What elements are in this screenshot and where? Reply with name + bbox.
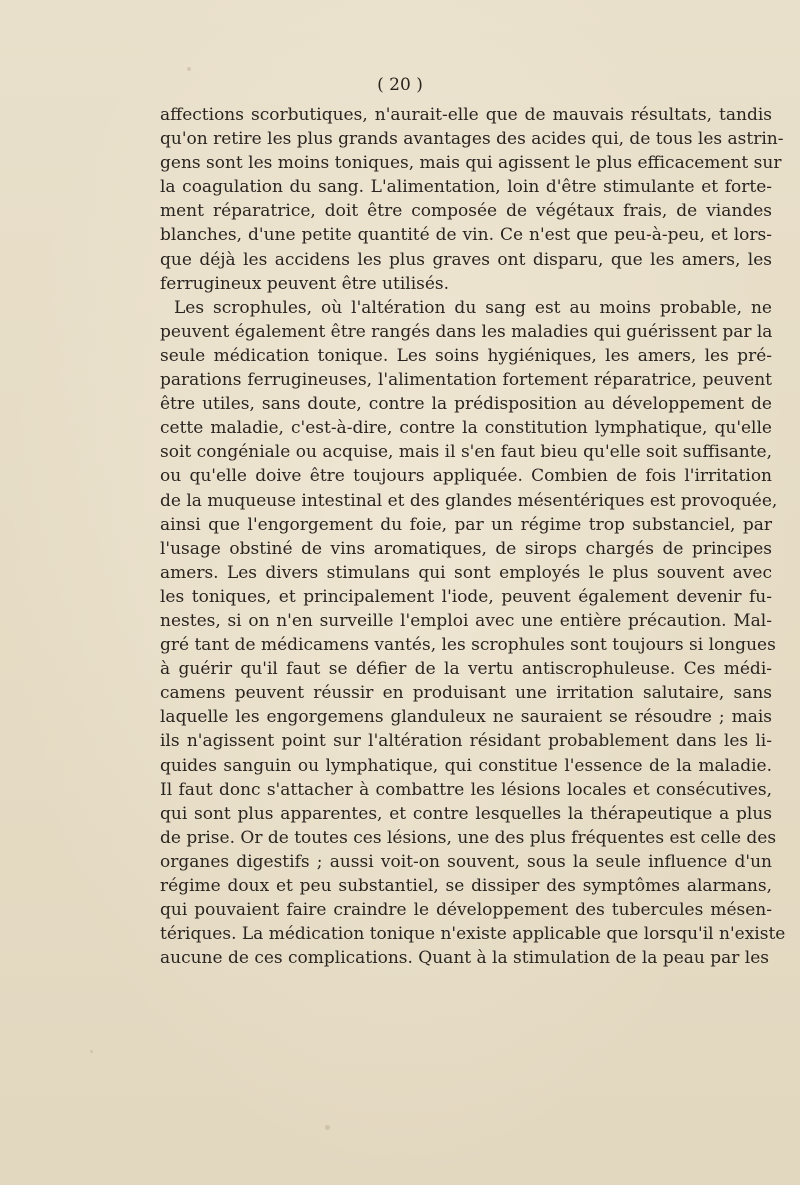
text-line: les toniques, et principalement l'iode, peuvent également devenir fu- [160, 586, 772, 607]
page-number: ( 20 ) [377, 75, 423, 95]
text-line: être utiles, sans doute, contre la prédisposition au développement de [160, 394, 772, 415]
text-line: Il faut donc s'attacher à combattre les lésions locales et consécutives, [160, 779, 772, 800]
text-line: qui sont plus apparentes, et contre lesquelles la thérapeutique a plus [160, 803, 772, 824]
text-line: nestes, si on n'en surveille l'emploi avec une entière précaution. Mal- [160, 610, 772, 631]
text-line: laquelle les engorgemens glanduleux ne sauraient se résoudre ; mais [160, 707, 772, 728]
body-text [160, 103, 786, 970]
text-line: amers. Les divers stimulans qui sont employés le plus souvent avec [160, 562, 772, 583]
text-line: tériques. La médication tonique n'existe applicable que lorsqu'il n'existe [160, 924, 786, 945]
text-line: l'usage obstiné de vins aromatiques, de sirops chargés de principes [160, 538, 772, 559]
text-line: ainsi que l'engorgement du foie, par un régime trop substanciel, par [160, 514, 772, 535]
text-line: Les scrophules, où l'altération du sang est au moins probable, ne [174, 297, 772, 318]
text-line: que déjà les accidens les plus graves ont disparu, que les amers, les [160, 249, 772, 270]
text-line: camens peuvent réussir en produisant une irritation salutaire, sans [160, 683, 772, 704]
text-line: seule médication tonique. Les soins hygiéniques, les amers, les pré- [160, 345, 772, 366]
paper-spot [325, 1125, 330, 1130]
text-line: qui pouvaient faire craindre le développement des tubercules mésen- [160, 900, 772, 921]
text-line: ou qu'elle doive être toujours appliquée. Combien de fois l'irritation [160, 466, 772, 487]
text-line: ils n'agissent point sur l'altération résidant probablement dans les li- [160, 731, 772, 752]
text-line: organes digestifs ; aussi voit-on souvent, sous la seule influence d'un [160, 851, 772, 872]
paper-spot [90, 1050, 93, 1053]
text-line: cette maladie, c'est-à-dire, contre la constitution lymphatique, qu'elle [160, 418, 772, 439]
text-line: peuvent également être rangés dans les maladies qui guérissent par la [160, 321, 773, 342]
text-line: ferrugineux peuvent être utilisés. [160, 273, 450, 294]
text-line: de prise. Or de toutes ces lésions, une des plus fréquentes est celle des [160, 827, 777, 848]
text-line: soit congéniale ou acquise, mais il s'en faut bieu qu'elle soit suffisante, [160, 442, 772, 463]
text-line: qu'on retire les plus grands avantages des acides qui, de tous les astrin- [160, 129, 784, 150]
text-line: parations ferrugineuses, l'alimentation fortement réparatrice, peuvent [160, 370, 772, 391]
text-line: de la muqueuse intestinal et des glandes mésentériques est provoquée, [160, 490, 778, 511]
text-line: la coagulation du sang. L'alimentation, loin d'être stimulante et forte- [160, 177, 772, 198]
text-line: à guérir qu'il faut se défier de la vertu antiscrophuleuse. Ces médi- [160, 659, 772, 680]
text-line: aucune de ces complications. Quant à la stimulation de la peau par les [160, 948, 770, 969]
text-line: régime doux et peu substantiel, se dissiper des symptômes alarmans, [160, 876, 772, 896]
text-line: ment réparatrice, doit être composée de végétaux frais, de viandes [160, 201, 772, 222]
text-line: gré tant de médicamens vantés, les scrophules sont toujours si longues [160, 635, 776, 656]
text-line: quides sanguin ou lymphatique, qui constitue l'essence de la maladie. [160, 755, 772, 776]
text-line: blanches, d'une petite quantité de vin. Ce n'est que peu-à-peu, et lors- [160, 225, 772, 246]
text-line: gens sont les moins toniques, mais qui agissent le plus efficacement sur [160, 153, 782, 174]
paper-spot [187, 67, 191, 71]
text-line: affections scorbutiques, n'aurait-elle que de mauvais résultats, tandis [160, 105, 772, 125]
